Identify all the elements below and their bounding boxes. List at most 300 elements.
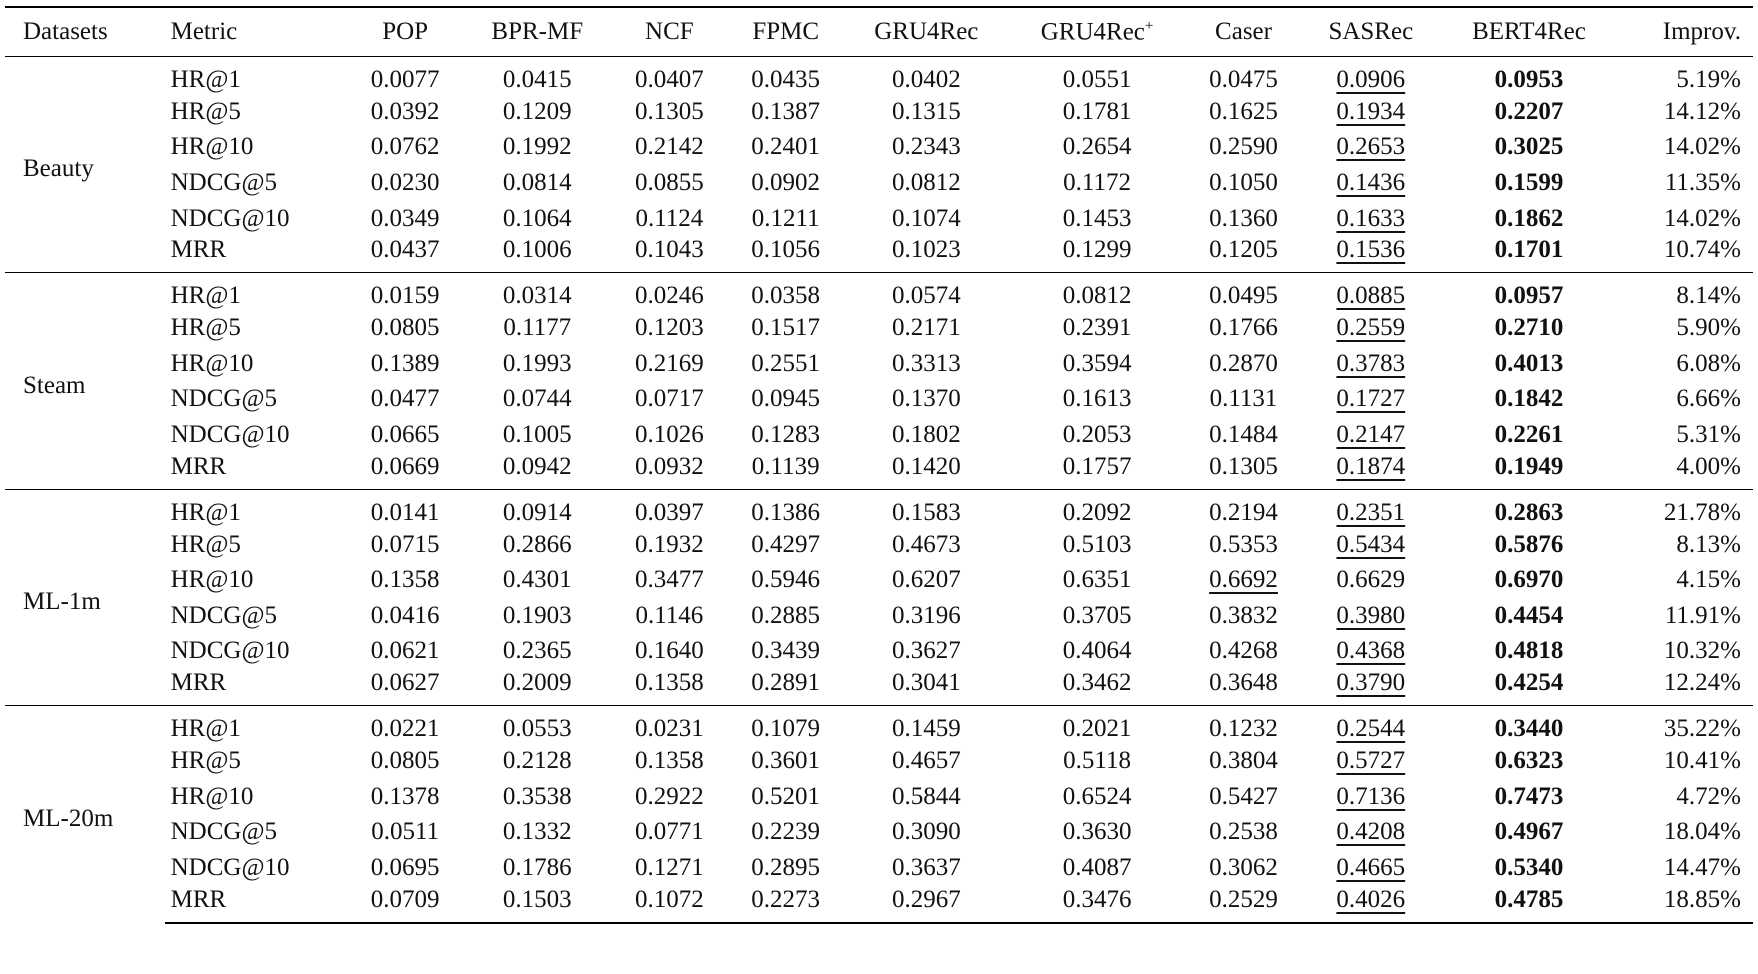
header-gru4rec-plus <box>1009 7 1186 57</box>
metric-value: 0.2895 <box>751 853 821 881</box>
metric-value: 0.1781 <box>1062 97 1132 125</box>
table-row <box>5 382 1753 418</box>
improvement-value: 8.13% <box>1676 530 1741 558</box>
dataset-group <box>5 57 1753 273</box>
table-row <box>5 562 1753 598</box>
metric-name: HR@5 <box>170 530 241 558</box>
metric-value: 0.0942 <box>502 452 572 480</box>
metric-value: 0.1459 <box>844 706 1009 744</box>
metric-value: 0.1640 <box>634 637 704 665</box>
metric-value: 0.0805 <box>370 314 440 342</box>
metric-name: NDCG@10 <box>170 637 290 665</box>
metric-value: 0.3804 <box>1209 746 1278 774</box>
metric-value: 0.2092 <box>1009 489 1186 527</box>
metric-value: 0.0553 <box>463 706 611 744</box>
metric-value: 0.1056 <box>751 236 821 264</box>
metric-value: 0.1005 <box>502 420 572 448</box>
metric-name: MRR <box>165 886 347 923</box>
metric-name: NDCG@10 <box>170 420 290 448</box>
metric-value: 0.2365 <box>502 637 572 665</box>
metric-value: 0.3025 <box>1494 133 1564 161</box>
table-row <box>5 346 1753 382</box>
metric-value: 0.3439 <box>751 637 821 665</box>
header-improv: Improv. <box>1618 7 1753 57</box>
table-row <box>5 236 1753 273</box>
metric-value: 0.0231 <box>611 706 727 744</box>
metric-value: 0.2544 <box>1302 706 1440 744</box>
metric-value: 0.0669 <box>370 452 440 480</box>
metric-value: 0.0906 <box>1336 66 1406 93</box>
metric-value: 0.0902 <box>751 168 821 196</box>
metric-value: 0.0665 <box>370 420 440 448</box>
metric-value: 0.0812 <box>1009 273 1186 311</box>
metric-value: 0.2009 <box>502 669 572 697</box>
metric-value: 0.0077 <box>370 66 440 93</box>
metric-name: NDCG@10 <box>170 204 290 232</box>
metric-value: 0.2171 <box>891 314 961 342</box>
dataset-name: Beauty <box>23 155 94 183</box>
metric-value: 0.2169 <box>634 349 704 377</box>
header-metric: Metric <box>165 7 347 57</box>
metric-value: 0.0407 <box>634 66 704 93</box>
metric-value: 0.0885 <box>1302 273 1440 311</box>
metric-value: 0.1932 <box>634 530 704 558</box>
metric-value: 0.0477 <box>370 385 440 413</box>
improvement-value: 14.12% <box>1663 97 1741 125</box>
header-row <box>5 7 1753 57</box>
table-row <box>5 57 1753 95</box>
metric-value: 0.1305 <box>634 97 704 125</box>
metric-value: 0.1074 <box>891 204 961 232</box>
metric-name: NDCG@5 <box>170 385 277 413</box>
header-bpr-mf: BPR-MF <box>463 7 611 57</box>
metric-value: 0.1613 <box>1062 385 1132 413</box>
metric-value: 0.2128 <box>502 746 572 774</box>
metric-value: 0.0574 <box>844 273 1009 311</box>
metric-value: 0.3090 <box>891 818 961 846</box>
dataset-name: ML-1m <box>5 489 165 705</box>
metric-value: 0.1271 <box>634 853 704 881</box>
metric-value: 0.0314 <box>463 273 611 311</box>
metric-value: 0.1360 <box>1209 204 1278 232</box>
metric-value: 0.3462 <box>1062 669 1132 697</box>
metric-value: 0.2538 <box>1209 818 1278 846</box>
metric-value: 0.1387 <box>751 97 821 125</box>
metric-value: 0.1305 <box>1209 452 1278 480</box>
metric-value: 0.5946 <box>751 566 821 594</box>
metric-value: 0.1842 <box>1494 385 1564 413</box>
metric-value: 0.1453 <box>1062 204 1132 232</box>
metric-value: 0.1072 <box>611 886 727 923</box>
metric-value: 0.1315 <box>891 97 961 125</box>
metric-value: 0.2891 <box>751 669 821 697</box>
metric-value: 0.1139 <box>751 452 820 480</box>
metric-value: 0.0621 <box>370 637 440 665</box>
metric-value: 0.3601 <box>751 746 821 774</box>
metric-name: HR@5 <box>170 97 241 125</box>
header-pop: POP <box>347 7 463 57</box>
metric-value: 0.1064 <box>502 204 572 232</box>
metric-name: HR@10 <box>170 566 254 594</box>
metric-value: 0.0402 <box>891 66 961 93</box>
metric-value: 0.1050 <box>1209 168 1278 196</box>
metric-value: 0.3637 <box>891 853 961 881</box>
improvement-value: 4.72% <box>1676 782 1741 810</box>
metric-value: 0.4657 <box>891 746 961 774</box>
metric-value: 0.1766 <box>1209 314 1278 342</box>
metric-name: HR@1 <box>165 706 347 744</box>
metric-name: MRR <box>170 669 227 697</box>
dataset-group <box>5 706 1753 923</box>
metric-value: 0.0221 <box>347 706 463 744</box>
metric-value: 0.3705 <box>1062 601 1132 629</box>
metric-name: HR@10 <box>170 349 254 377</box>
metric-value: 0.1358 <box>370 566 440 594</box>
metric-value: 0.3041 <box>891 669 961 697</box>
metric-value: 0.0709 <box>347 886 463 923</box>
metric-value: 0.4785 <box>1440 886 1618 923</box>
metric-value: 0.0717 <box>634 385 704 413</box>
metric-name: HR@5 <box>170 746 241 774</box>
header-fpmc: FPMC <box>728 7 844 57</box>
improvement-value: 5.19% <box>1676 66 1741 93</box>
metric-value: 0.4026 <box>1302 886 1440 923</box>
metric-value: 0.0771 <box>634 818 704 846</box>
metric-name: NDCG@5 <box>170 168 277 196</box>
improvement-value: 35.22% <box>1618 706 1753 744</box>
metric-value: 0.6323 <box>1494 746 1564 774</box>
metric-value: 0.1802 <box>891 420 961 448</box>
metric-value: 0.3313 <box>891 349 961 377</box>
metric-value: 0.1283 <box>751 420 821 448</box>
metric-name: NDCG@5 <box>170 601 277 629</box>
metric-value: 0.4087 <box>1062 853 1132 881</box>
header-sasrec: SASRec <box>1302 7 1440 57</box>
metric-value: 0.4208 <box>1336 818 1406 846</box>
metric-value: 0.2239 <box>751 818 821 846</box>
metric-value: 0.0812 <box>891 168 961 196</box>
metric-value: 0.2653 <box>1336 133 1406 161</box>
metric-value: 0.0415 <box>502 66 572 93</box>
metric-value: 0.6629 <box>1336 566 1406 594</box>
improvement-value: 4.15% <box>1676 566 1741 594</box>
table-row <box>5 94 1753 130</box>
metric-value: 0.1177 <box>503 314 572 342</box>
improvement-value: 14.47% <box>1663 853 1741 881</box>
metric-value: 0.0855 <box>634 168 704 196</box>
metric-value: 0.4368 <box>1336 637 1406 665</box>
metric-value: 0.1124 <box>635 204 704 232</box>
metric-value: 0.3832 <box>1209 601 1278 629</box>
table-row <box>5 527 1753 563</box>
metric-value: 0.5353 <box>1209 530 1278 558</box>
metric-value: 0.3627 <box>891 637 961 665</box>
metric-value: 0.6692 <box>1209 566 1278 594</box>
metric-value: 0.1903 <box>502 601 572 629</box>
improvement-value: 6.66% <box>1676 385 1741 413</box>
metric-value: 0.0551 <box>1062 66 1132 93</box>
metric-value: 0.2021 <box>1009 706 1186 744</box>
metric-value: 0.1599 <box>1494 168 1564 196</box>
improvement-value: 11.35% <box>1664 168 1741 196</box>
table-row <box>5 273 1753 311</box>
metric-value: 0.2710 <box>1494 314 1564 342</box>
improvement-value: 10.32% <box>1663 637 1741 665</box>
metric-value: 0.5844 <box>891 782 961 810</box>
metric-value: 0.1358 <box>634 669 704 697</box>
metric-value: 0.0392 <box>370 97 440 125</box>
metric-name: NDCG@5 <box>170 818 277 846</box>
metric-value: 0.1484 <box>1209 420 1278 448</box>
metric-value: 0.1583 <box>844 489 1009 527</box>
metric-value: 0.0932 <box>634 452 704 480</box>
metric-value: 0.2590 <box>1209 133 1278 161</box>
metric-value: 0.4818 <box>1494 637 1564 665</box>
metric-value: 0.3476 <box>1009 886 1186 923</box>
metric-value: 0.0744 <box>502 385 572 413</box>
metric-value: 0.4064 <box>1062 637 1132 665</box>
metric-value: 0.0945 <box>751 385 821 413</box>
metric-value: 0.1389 <box>370 349 440 377</box>
metric-value: 0.5201 <box>751 782 821 810</box>
metric-value: 0.5434 <box>1336 530 1406 558</box>
metric-name: HR@5 <box>170 314 241 342</box>
metric-value: 0.1026 <box>634 420 704 448</box>
improvement-value: 12.24% <box>1663 669 1741 697</box>
metric-value: 0.3648 <box>1209 669 1278 697</box>
improvement-value: 5.90% <box>1676 314 1741 342</box>
metric-value: 0.2053 <box>1062 420 1132 448</box>
metric-value: 0.1633 <box>1336 204 1406 232</box>
metric-value: 0.0953 <box>1494 66 1564 93</box>
metric-name: NDCG@10 <box>170 853 290 881</box>
improvement-value: 11.91% <box>1664 601 1741 629</box>
metric-value: 0.3790 <box>1336 669 1406 697</box>
metric-value: 0.4297 <box>751 530 821 558</box>
metric-value: 0.5103 <box>1062 530 1132 558</box>
metric-value: 0.1043 <box>634 236 704 264</box>
metric-value: 0.2559 <box>1336 314 1406 342</box>
metric-value: 0.1503 <box>463 886 611 923</box>
metric-value: 0.7473 <box>1494 782 1564 810</box>
metric-value: 0.2654 <box>1062 133 1132 161</box>
metric-value: 0.1172 <box>1063 168 1131 196</box>
metric-value: 0.5876 <box>1494 530 1564 558</box>
table-row <box>5 201 1753 237</box>
metric-value: 0.6524 <box>1062 782 1132 810</box>
table-row <box>5 489 1753 527</box>
metric-value: 0.1131 <box>1209 385 1278 413</box>
metric-value: 0.2863 <box>1440 489 1618 527</box>
metric-value: 0.0495 <box>1185 273 1301 311</box>
metric-value: 0.0246 <box>611 273 727 311</box>
metric-value: 0.0349 <box>370 204 440 232</box>
metric-value: 0.1436 <box>1336 168 1406 196</box>
metric-value: 0.1358 <box>634 746 704 774</box>
metric-value: 0.1536 <box>1336 236 1406 264</box>
metric-value: 0.1757 <box>1062 452 1132 480</box>
improvement-value: 21.78% <box>1618 489 1753 527</box>
metric-value: 0.4301 <box>502 566 572 594</box>
improvement-value: 6.08% <box>1676 349 1741 377</box>
metric-value: 0.1386 <box>728 489 844 527</box>
metric-value: 0.1992 <box>502 133 572 161</box>
metric-value: 0.5427 <box>1209 782 1278 810</box>
metric-value: 0.4013 <box>1494 349 1564 377</box>
metric-value: 0.2147 <box>1336 420 1406 448</box>
table-row <box>5 417 1753 453</box>
metric-value: 0.1874 <box>1336 452 1406 480</box>
metric-value: 0.2885 <box>751 601 821 629</box>
dataset-group <box>5 489 1753 705</box>
table-row <box>5 165 1753 201</box>
metric-value: 0.1993 <box>502 349 572 377</box>
metric-value: 0.2391 <box>1062 314 1132 342</box>
table-row <box>5 706 1753 744</box>
metric-value: 0.0416 <box>370 601 440 629</box>
dataset-name: Steam <box>5 273 165 489</box>
metric-value: 0.1862 <box>1494 204 1564 232</box>
metric-value: 0.2194 <box>1185 489 1301 527</box>
metric-value: 0.0141 <box>347 489 463 527</box>
metric-value: 0.3630 <box>1062 818 1132 846</box>
metric-value: 0.7136 <box>1336 782 1406 810</box>
metric-value: 0.4673 <box>891 530 961 558</box>
metric-value: 0.1332 <box>502 818 572 846</box>
metric-value: 0.1211 <box>751 204 820 232</box>
metric-value: 0.2866 <box>502 530 572 558</box>
metric-value: 0.3594 <box>1062 349 1132 377</box>
metric-value: 0.0511 <box>371 818 440 846</box>
header-gru4rec-plus-label: GRU4Rec <box>1040 18 1145 46</box>
metric-value: 0.3440 <box>1440 706 1618 744</box>
metric-name: HR@10 <box>170 133 254 161</box>
metric-value: 0.4254 <box>1494 669 1564 697</box>
metric-value: 0.4967 <box>1494 818 1564 846</box>
table-row <box>5 850 1753 886</box>
metric-name: MRR <box>170 452 227 480</box>
table-header <box>5 7 1753 57</box>
metric-value: 0.1299 <box>1062 236 1132 264</box>
header-ncf: NCF <box>611 7 727 57</box>
metric-value: 0.5340 <box>1494 853 1564 881</box>
header-gru4rec-plus-sup: + <box>1144 17 1154 34</box>
metric-value: 0.2343 <box>891 133 961 161</box>
metric-value: 0.1146 <box>635 601 704 629</box>
metric-name: MRR <box>170 236 227 264</box>
metric-value: 0.3538 <box>502 782 572 810</box>
metric-value: 0.1625 <box>1209 97 1278 125</box>
metric-value: 0.2142 <box>634 133 704 161</box>
improvement-value: 8.14% <box>1618 273 1753 311</box>
metric-value: 0.4268 <box>1209 637 1278 665</box>
metric-value: 0.1209 <box>502 97 572 125</box>
metric-value: 0.0159 <box>347 273 463 311</box>
metric-value: 0.1934 <box>1336 97 1406 125</box>
improvement-value: 10.74% <box>1663 236 1741 264</box>
improvement-value: 10.41% <box>1663 746 1741 774</box>
metric-value: 0.1517 <box>751 314 821 342</box>
metric-value: 0.2967 <box>844 886 1009 923</box>
metric-value: 0.2273 <box>728 886 844 923</box>
metric-value: 0.1420 <box>891 452 961 480</box>
improvement-value: 4.00% <box>1676 452 1741 480</box>
metric-value: 0.0437 <box>370 236 440 264</box>
metric-value: 0.1006 <box>502 236 572 264</box>
metric-value: 0.2529 <box>1185 886 1301 923</box>
table-row <box>5 669 1753 706</box>
table-row <box>5 886 1753 923</box>
dataset-group <box>5 273 1753 489</box>
metric-name: HR@10 <box>170 782 254 810</box>
metric-value: 0.0230 <box>370 168 440 196</box>
table-row <box>5 310 1753 346</box>
metric-value: 0.0695 <box>370 853 440 881</box>
metric-name: HR@1 <box>165 273 347 311</box>
metric-value: 0.0814 <box>502 168 572 196</box>
metric-value: 0.5727 <box>1336 746 1406 774</box>
metric-value: 0.3196 <box>891 601 961 629</box>
metric-name: HR@1 <box>165 489 347 527</box>
metric-value: 0.0805 <box>370 746 440 774</box>
metric-name: HR@1 <box>170 66 241 93</box>
table-row <box>5 743 1753 779</box>
metric-value: 0.1786 <box>502 853 572 881</box>
metric-value: 0.4665 <box>1336 853 1406 881</box>
metric-value: 0.3980 <box>1336 601 1406 629</box>
metric-value: 0.3062 <box>1209 853 1278 881</box>
metric-value: 0.2551 <box>751 349 821 377</box>
metric-value: 0.2401 <box>751 133 821 161</box>
metric-value: 0.1232 <box>1185 706 1301 744</box>
table-row <box>5 130 1753 166</box>
metric-value: 0.0715 <box>370 530 440 558</box>
metric-value: 0.2922 <box>634 782 704 810</box>
improvement-value: 5.31% <box>1676 420 1741 448</box>
table-row <box>5 453 1753 490</box>
dataset-name: ML-20m <box>5 706 165 923</box>
metric-value: 0.0762 <box>370 133 440 161</box>
results-table <box>5 6 1753 924</box>
metric-value: 0.1205 <box>1209 236 1278 264</box>
metric-value: 0.0914 <box>463 489 611 527</box>
metric-value: 0.0435 <box>751 66 821 93</box>
header-bert4rec: BERT4Rec <box>1440 7 1618 57</box>
header-caser: Caser <box>1185 7 1301 57</box>
improvement-value: 14.02% <box>1663 204 1741 232</box>
metric-value: 0.5118 <box>1063 746 1131 774</box>
header-datasets: Datasets <box>5 7 165 57</box>
metric-value: 0.4454 <box>1494 601 1564 629</box>
metric-value: 0.1727 <box>1336 385 1406 413</box>
table-row <box>5 814 1753 850</box>
improvement-value: 18.04% <box>1663 818 1741 846</box>
metric-value: 0.1701 <box>1494 236 1564 264</box>
metric-value: 0.0475 <box>1209 66 1278 93</box>
metric-value: 0.2207 <box>1494 97 1564 125</box>
metric-value: 0.3477 <box>634 566 704 594</box>
header-gru4rec: GRU4Rec <box>844 7 1009 57</box>
table-row <box>5 598 1753 634</box>
metric-value: 0.6207 <box>891 566 961 594</box>
metric-value: 0.6351 <box>1062 566 1132 594</box>
improvement-value: 14.02% <box>1663 133 1741 161</box>
metric-value: 0.1370 <box>891 385 961 413</box>
metric-value: 0.2261 <box>1494 420 1564 448</box>
metric-value: 0.0397 <box>611 489 727 527</box>
metric-value: 0.1023 <box>891 236 961 264</box>
metric-value: 0.1378 <box>370 782 440 810</box>
